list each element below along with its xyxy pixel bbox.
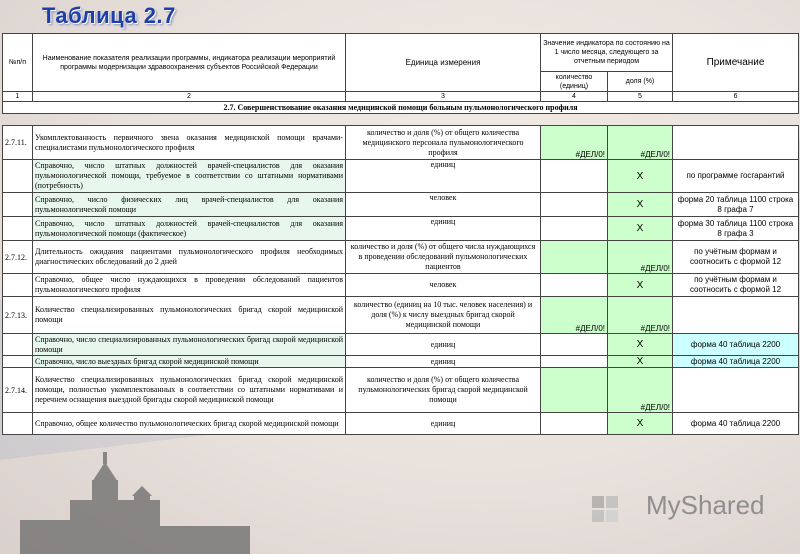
- row-note: [673, 297, 799, 334]
- row-code: 2.7.13.: [3, 297, 33, 334]
- col-number-5: 5: [608, 92, 673, 102]
- row-qty: [541, 356, 608, 368]
- col-number-3: 3: [346, 92, 541, 102]
- row-qty: [541, 217, 608, 241]
- row-unit: единиц: [346, 334, 541, 356]
- row-code: [3, 413, 33, 435]
- row-unit: количество и доля (%) от общего числа нуждающихся в проведении обследований пульмонологических пациентов: [346, 241, 541, 274]
- table-row: [3, 274, 799, 297]
- row-unit: количество (единиц на 10 тыс. человек населения) и доля (%) к числу выездных бригад скорой медицинской помощи: [346, 297, 541, 334]
- row-share: Х: [608, 413, 673, 435]
- indicator-table: [2, 125, 799, 435]
- row-note: [673, 126, 799, 160]
- row-note: по учётным формам и соотносить с формой 12: [673, 241, 799, 274]
- row-unit: единиц: [346, 217, 541, 241]
- row-share: #ДЕЛ/0!: [608, 126, 673, 160]
- header-num: №п/п: [3, 34, 33, 92]
- watermark-text: MyShared: [646, 490, 765, 520]
- row-unit: количество и доля (%) от общего количества пульмонологических бригад скорой медицинской помощи: [346, 368, 541, 413]
- row-share: Х: [608, 356, 673, 368]
- table-row: [3, 368, 799, 413]
- row-code: 2.7.11.: [3, 126, 33, 160]
- row-code: [3, 160, 33, 193]
- header-indicator: Значение индикатора по состоянию на 1 число месяца, следующего за отчетным периодом: [541, 34, 673, 72]
- table-row: [3, 356, 799, 368]
- row-share: #ДЕЛ/0!: [608, 241, 673, 274]
- row-unit: единиц: [346, 413, 541, 435]
- row-unit: единиц: [346, 160, 541, 193]
- row-name: Справочно, число штатных должностей врачей-специалистов для оказания пульмонологической помощи (фактическое): [33, 217, 346, 241]
- row-qty: #ДЕЛ/0!: [541, 126, 608, 160]
- table-row: [3, 241, 799, 274]
- table-row: [3, 217, 799, 241]
- row-share: #ДЕЛ/0!: [608, 368, 673, 413]
- header-unit: Единица измерения: [346, 34, 541, 92]
- row-name: Укомплектованность первичного звена оказания медицинской помощи врачами-специалистами пульмонологического профиля: [33, 126, 346, 160]
- row-code: 2.7.14.: [3, 368, 33, 413]
- row-name: Справочно, число физических лиц врачей-специалистов для оказания пульмонологической помощи: [33, 193, 346, 217]
- row-code: [3, 356, 33, 368]
- col-number-6: 6: [673, 92, 799, 102]
- col-number-1: 1: [3, 92, 33, 102]
- row-qty: [541, 193, 608, 217]
- row-name: Справочно, число штатных должностей врачей-специалистов для оказания пульмонологической помощи, требуемое в соответствии со штатными нормативами (потребность): [33, 160, 346, 193]
- row-qty: [541, 413, 608, 435]
- row-note: форма 20 таблица 1100 строка 8 графа 7: [673, 193, 799, 217]
- row-name: Справочно, число специализированных пульмонологических бригад скорой медицинской помощи: [33, 334, 346, 356]
- row-share: Х: [608, 217, 673, 241]
- header-qty: количество (единиц): [541, 72, 608, 92]
- row-unit: количество и доля (%) от общего количества медицинского персонала пульмонологического профиля: [346, 126, 541, 160]
- table-row: [3, 193, 799, 217]
- table-header: [2, 33, 799, 114]
- row-note: форма 40 таблица 2200: [673, 413, 799, 435]
- row-name: Количество специализированных пульмонологических бригад скорой медицинской помощи, полностью укомплектованных в соответствии со штатными нормативами и перечнем оснащения выездной бригады скорой медицинской помощи: [33, 368, 346, 413]
- header-share: доля (%): [608, 72, 673, 92]
- row-share: Х: [608, 160, 673, 193]
- table-row: [3, 160, 799, 193]
- row-name: Длительность ожидания пациентами пульмонологического профиля необходимых диагностических обследований до 2 дней: [33, 241, 346, 274]
- row-code: [3, 334, 33, 356]
- row-code: [3, 274, 33, 297]
- row-note: форма 30 таблица 1100 строка 8 графа 3: [673, 217, 799, 241]
- table-row: [3, 413, 799, 435]
- row-code: [3, 217, 33, 241]
- row-note: по программе госгарантий: [673, 160, 799, 193]
- section-title: 2.7. Совершенствование оказания медицинской помощи больным пульмонологического профиля: [3, 102, 799, 114]
- row-name: Справочно, число выездных бригад скорой медицинской помощи: [33, 356, 346, 368]
- row-unit: человек: [346, 274, 541, 297]
- col-number-2: 2: [33, 92, 346, 102]
- row-name: Справочно, общее количество пульмонологических бригад скорой медицинской помощи: [33, 413, 346, 435]
- row-code: [3, 193, 33, 217]
- row-qty: #ДЕЛ/0!: [541, 297, 608, 334]
- row-code: 2.7.12.: [3, 241, 33, 274]
- cathedral-silhouette-icon: [20, 452, 250, 554]
- table-row: [3, 334, 799, 356]
- row-name: Количество специализированных пульмонологических бригад скорой медицинской помощи: [33, 297, 346, 334]
- row-qty: [541, 241, 608, 274]
- row-note: форма 40 таблица 2200: [673, 356, 799, 368]
- table-row: [3, 297, 799, 334]
- col-number-4: 4: [541, 92, 608, 102]
- row-unit: человек: [346, 193, 541, 217]
- row-share: #ДЕЛ/0!: [608, 297, 673, 334]
- header-note: Примечание: [673, 34, 799, 92]
- row-qty: [541, 274, 608, 297]
- row-qty: [541, 160, 608, 193]
- row-unit: единиц: [346, 356, 541, 368]
- row-note: по учётным формам и соотносить с формой 12: [673, 274, 799, 297]
- row-share: Х: [608, 193, 673, 217]
- row-note: [673, 368, 799, 413]
- header-name: Наименование показателя реализации программы, индикатора реализации мероприятий программы модернизации здравоохранения субъектов Российской Федерации: [33, 34, 346, 92]
- row-qty: [541, 334, 608, 356]
- row-note: форма 40 таблица 2200: [673, 334, 799, 356]
- page-title: Таблица 2.7: [42, 3, 176, 28]
- row-share: Х: [608, 334, 673, 356]
- row-name: Справочно, общее число нуждающихся в проведении обследований пациентов пульмонологического профиля: [33, 274, 346, 297]
- row-share: Х: [608, 274, 673, 297]
- table-row: [3, 126, 799, 160]
- row-qty: [541, 368, 608, 413]
